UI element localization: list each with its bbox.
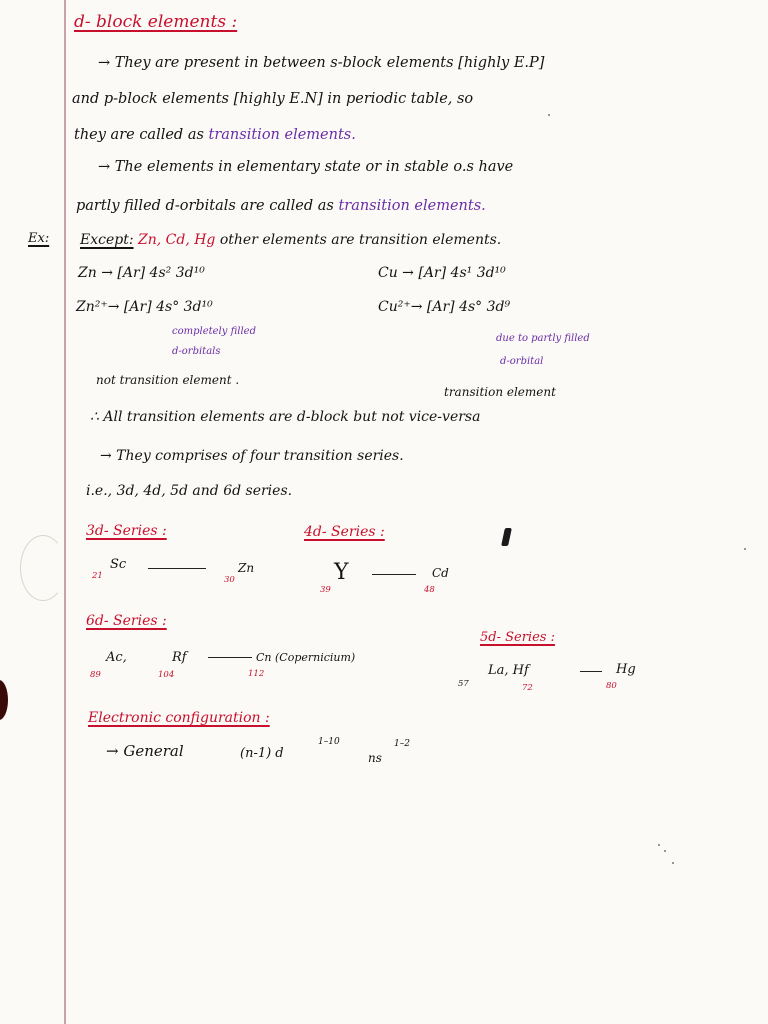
series-intro: → They comprises of four transition series. <box>100 448 404 464</box>
intro-line-3 <box>74 128 356 143</box>
series-5d-dash <box>580 671 602 672</box>
except-line <box>80 233 501 247</box>
rf-number: 104 <box>158 670 175 680</box>
cu-config: Cu → [Ar] 4s¹ 3d¹⁰ <box>378 265 506 281</box>
page-title: d- block elements : <box>74 12 238 32</box>
la-hf-symbol: La, Hf <box>488 663 529 678</box>
transition-term-2: transition elements. <box>338 198 486 214</box>
example-tag: Ex: <box>28 231 50 246</box>
y-symbol: Y <box>334 560 349 585</box>
general-label: → General <box>106 742 184 760</box>
cn-number: 112 <box>248 669 265 679</box>
heading-5d-series: 5d- Series : <box>480 630 555 645</box>
binder-edge <box>0 680 8 720</box>
paper-speck <box>548 114 550 116</box>
cd-symbol: Cd <box>432 566 449 580</box>
except-label: Except: <box>80 232 134 248</box>
paper-speck <box>672 862 674 864</box>
formula-ns-superscript: 1–2 <box>394 739 410 749</box>
conclusion: ∴ All transition elements are d-block but not vice-versa <box>90 409 481 425</box>
series-4d-dash <box>372 574 416 575</box>
series-3d-dash <box>148 568 206 569</box>
heading-6d-series: 6d- Series : <box>86 613 167 629</box>
intro-line-5 <box>76 199 486 214</box>
paper-speck <box>658 844 660 846</box>
hg-number: 80 <box>606 681 617 691</box>
page-curl-mark <box>20 535 66 601</box>
intro-line-1: → They are present in between s-block elements [highly E.P] <box>98 55 545 71</box>
hg-symbol: Hg <box>616 662 636 677</box>
heading-4d-series: 4d- Series : <box>304 524 385 540</box>
heading-electronic-configuration: Electronic configuration : <box>88 710 270 726</box>
intro-line-5-text: partly filled d-orbitals are called as <box>76 198 334 214</box>
except-elements: Zn, Cd, Hg <box>138 232 216 248</box>
intro-line-2: and p-block elements [highly E.N] in periodic table, so <box>72 91 474 107</box>
cn-symbol: Cn (Copernicium) <box>256 651 356 664</box>
sc-number: 21 <box>92 571 103 581</box>
margin-line <box>64 0 66 1024</box>
except-rest: other elements are transition elements. <box>219 232 502 248</box>
zn2-config: Zn²⁺→ [Ar] 4s° 3d¹⁰ <box>76 299 213 315</box>
intro-line-3-text: they are called as <box>74 127 204 143</box>
ink-blot <box>501 528 512 546</box>
cu-result: transition element <box>444 385 556 399</box>
cu-note-2: d-orbital <box>500 356 544 367</box>
paper-speck <box>664 850 666 852</box>
series-6d-dash <box>208 657 252 658</box>
zn-note-2: d-orbitals <box>172 346 221 357</box>
paper-speck <box>744 548 746 550</box>
formula-main-superscript: 1–10 <box>318 737 340 747</box>
hf-number: 72 <box>522 683 533 693</box>
cd-number: 48 <box>424 585 435 595</box>
zn-config: Zn → [Ar] 4s² 3d¹⁰ <box>78 265 205 281</box>
ac-number: 89 <box>90 670 101 680</box>
zn-symbol: Zn <box>238 561 255 575</box>
formula-ns: ns <box>368 751 382 765</box>
formula-main: (n-1) d <box>240 746 284 761</box>
cu-note-1: due to partly filled <box>496 333 590 344</box>
zn-note-1: completely filled <box>172 326 256 337</box>
y-number: 39 <box>320 585 331 595</box>
heading-3d-series: 3d- Series : <box>86 523 167 539</box>
intro-line-4: → The elements in elementary state or in stable o.s have <box>98 159 514 175</box>
series-list: i.e., 3d, 4d, 5d and 6d series. <box>86 483 293 499</box>
zn-result: not transition element . <box>96 373 240 387</box>
cu2-config: Cu²⁺→ [Ar] 4s° 3d⁹ <box>378 299 511 315</box>
ac-symbol: Ac, <box>106 650 127 665</box>
zn-number: 30 <box>224 575 235 585</box>
la-number: 57 <box>458 679 469 689</box>
transition-term: transition elements. <box>208 127 356 143</box>
sc-symbol: Sc <box>110 557 127 572</box>
rf-symbol: Rf <box>172 650 187 665</box>
